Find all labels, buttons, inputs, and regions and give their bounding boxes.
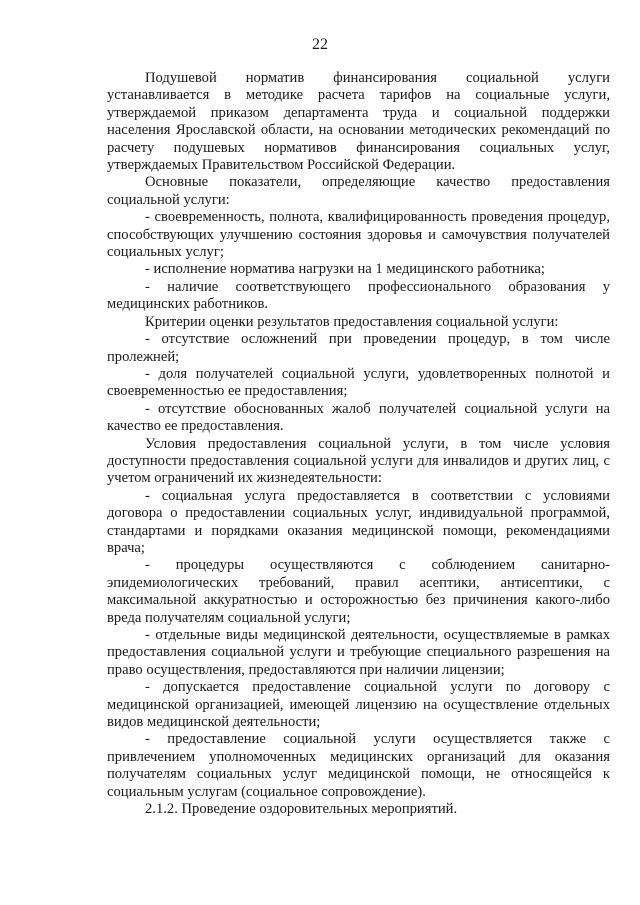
list-item-sanitary-requirements: - процедуры осуществляются с соблюдением санитарно-эпидемиологических требований, правил асептики, антисептики, с максимальной аккуратностью и осторожностью без причинения какого-либо вреда получателям социальной услуги;: [107, 557, 610, 626]
list-item-licensed-activities: - отдельные виды медицинской деятельности, осуществляемые в рамках предоставления социальной услуги и требующие специального разрешения на право осуществления, предоставляются при наличии лицензии;: [107, 627, 610, 678]
paragraph-funding-standard: Подушевой норматив финансирования социальной услуги устанавливается в методике расчета тарифов на социальные услуги, утверждаемой приказом департамента труда и социальной поддержки населения Ярославской области, на основании методических рекомендаций по расчету подушевых нормативов финансирования социальных услуг, утверждаемых Правительством Российской Федерации.: [107, 70, 610, 174]
list-item-timeliness: - своевременность, полнота, квалифицированность проведения процедур, способствующих улучшению состояния здоровья и самочувствия получателей социальных услуг;: [107, 209, 610, 261]
paragraph-evaluation-criteria-heading: Критерии оценки результатов предоставления социальной услуги:: [145, 313, 559, 330]
list-item-no-complications: - отсутствие осложнений при проведении процедур, в том числе пролежней;: [107, 331, 610, 365]
paragraph-conditions-heading: Условия предоставления социальной услуги, в том числе условия доступности предоставления социальной услуги для инвалидов и других лиц, с учетом ограничений их жизнедеятельности:: [107, 435, 610, 487]
list-item-medical-organization-contract: - допускается предоставление социальной услуги по договору с медицинской организацией, имеющей лицензию на осуществление отдельных видов медицинской деятельности;: [107, 679, 610, 731]
list-item-no-complaints: - отсутствие обоснованных жалоб получателей социальной услуги на качество ее предоставления.: [107, 400, 610, 435]
paragraph-quality-indicators-heading: Основные показатели, определяющие качество предоставления социальной услуги:: [107, 174, 610, 208]
section-heading-2-1-2: 2.1.2. Проведение оздоровительных мероприятий.: [145, 801, 458, 818]
list-item-authorized-organizations: - предоставление социальной услуги осуществляется также с привлечением уполномоченных медицинских организаций для оказания получателям социальных услуг медицинской помощи, не относящейся к социальным услугам (социальное сопровождение).: [107, 731, 610, 800]
list-item-contract-conditions: - социальная услуга предоставляется в соответствии с условиями договора о предоставлении социальных услуг, индивидуальной программой, стандартами и порядками оказания медицинской помощи, рекомендациями врача;: [107, 487, 610, 556]
page-body: [107, 70, 610, 818]
page-number: 22: [312, 36, 328, 53]
list-item-workload-norm: - исполнение норматива нагрузки на 1 медицинского работника;: [145, 261, 545, 278]
list-item-satisfied-share: - доля получателей социальной услуги, удовлетворенных полнотой и своевременностью ее предоставления;: [107, 365, 610, 400]
list-item-professional-education: - наличие соответствующего профессионального образования у медицинских работников.: [107, 278, 610, 313]
